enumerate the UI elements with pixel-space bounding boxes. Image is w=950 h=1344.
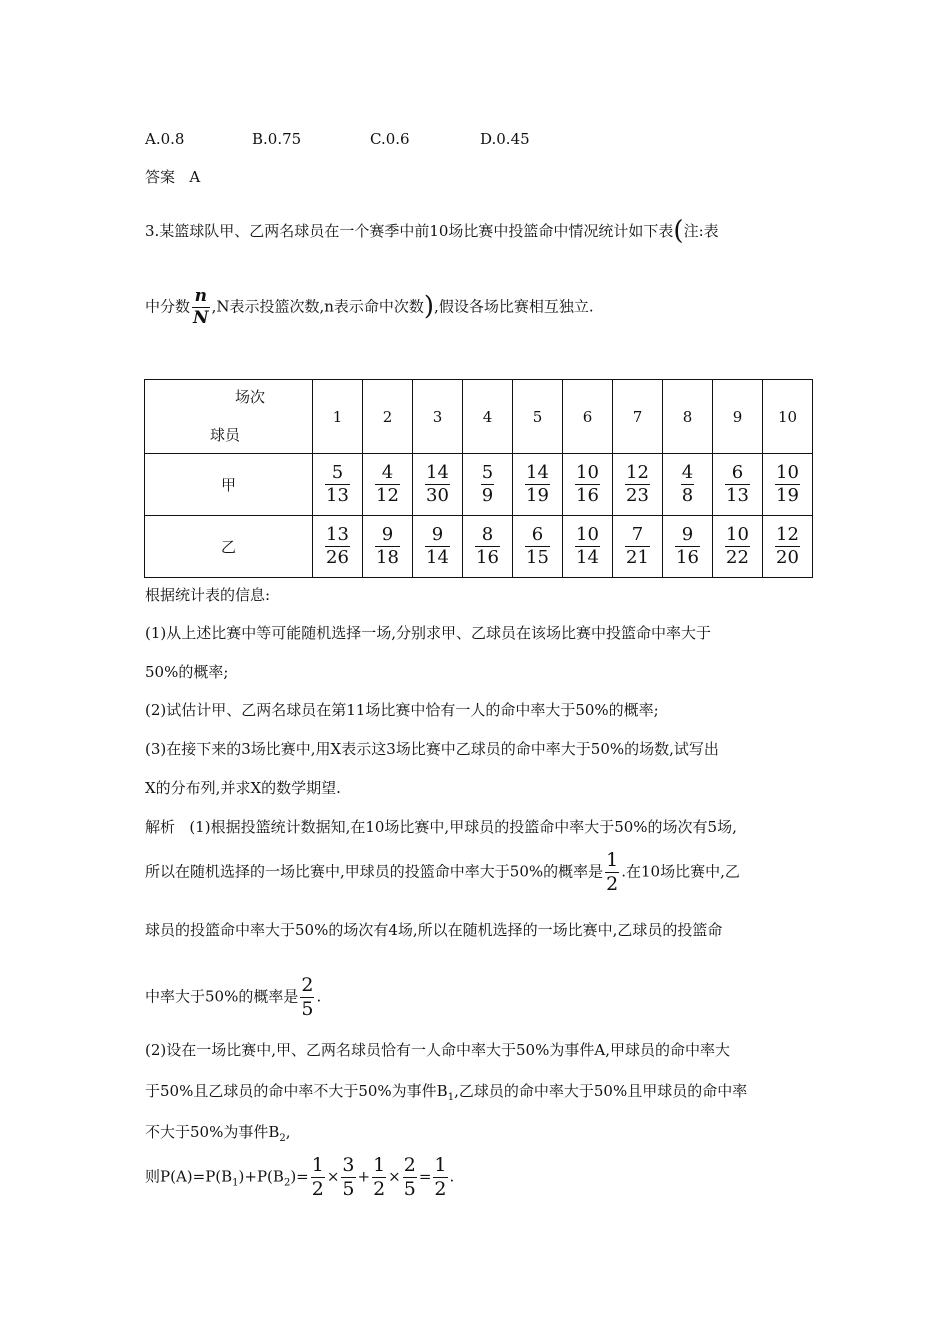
subscript: 2 bbox=[283, 1177, 291, 1189]
shot-fraction: $\frac{14}{19}$ bbox=[526, 462, 549, 506]
game-number: 10 bbox=[763, 380, 813, 454]
option-a: A.0.8 bbox=[145, 130, 185, 148]
game-number: 3 bbox=[413, 380, 463, 454]
option-d: D.0.45 bbox=[480, 130, 530, 148]
shot-fraction-cell bbox=[763, 454, 813, 516]
game-number: 4 bbox=[463, 380, 513, 454]
shot-fraction-cell bbox=[513, 454, 563, 516]
shot-fraction: $\frac{8}{16}$ bbox=[476, 524, 499, 568]
shot-fraction-cell bbox=[563, 516, 613, 578]
equation-fraction: $\frac{1}{2}$ bbox=[434, 1154, 447, 1200]
questions-lead: 根据统计表的信息: bbox=[145, 586, 271, 604]
answer-value: A bbox=[189, 168, 201, 186]
solution-text: 不大于50%为事件B bbox=[145, 1123, 280, 1141]
shot-fraction: $\frac{6}{13}$ bbox=[726, 462, 749, 506]
question-2: (2)试估计甲、乙两名球员在第11场比赛中恰有一人的命中率大于50%的概率; bbox=[145, 701, 659, 719]
equation-text: 则P(A)=P(B bbox=[145, 1167, 233, 1186]
shot-fraction: $\frac{5}{9}$ bbox=[481, 462, 494, 506]
shot-fraction: $\frac{4}{12}$ bbox=[376, 462, 399, 506]
equation-fraction: $\frac{1}{2}$ bbox=[311, 1154, 324, 1200]
option-b: B.0.75 bbox=[252, 130, 302, 148]
shot-fraction: $\frac{9}{18}$ bbox=[376, 524, 399, 568]
n-over-N-fraction: $\frac{n}{N}$ bbox=[193, 286, 209, 328]
subscript: 1 bbox=[447, 1092, 455, 1103]
solution-text: .在10场比赛中,乙 bbox=[621, 862, 740, 881]
solution-line1 bbox=[145, 816, 737, 837]
header-games-label: 场次 bbox=[235, 388, 266, 406]
shooting-stats-table bbox=[144, 379, 813, 578]
probability-equation bbox=[145, 1156, 454, 1199]
shot-fraction-cell bbox=[513, 516, 563, 578]
shot-fraction: $\frac{12}{23}$ bbox=[626, 462, 649, 506]
fraction-lead-text: 中分数 bbox=[145, 297, 191, 316]
equals-sign: = bbox=[418, 1167, 432, 1186]
shot-fraction-cell bbox=[663, 516, 713, 578]
solution-label: 解析 bbox=[145, 818, 176, 836]
shot-fraction: $\frac{10}{22}$ bbox=[726, 524, 749, 568]
shot-fraction-cell bbox=[613, 516, 663, 578]
solution-text: , bbox=[285, 1123, 291, 1141]
solution-part2-line1: (2)设在一场比赛中,甲、乙两名球员恰有一人命中率大于50%为事件A,甲球员的命中率大 bbox=[145, 1041, 730, 1059]
times-sign: × bbox=[388, 1167, 401, 1186]
equation-text: )= bbox=[290, 1167, 309, 1186]
close-paren: ) bbox=[423, 291, 435, 322]
shot-fraction-cell bbox=[413, 516, 463, 578]
probability-half-fraction: $\frac{1}{2}$ bbox=[606, 849, 619, 895]
option-c: C.0.6 bbox=[370, 130, 410, 148]
solution-part2-line2 bbox=[145, 1080, 747, 1103]
subscript: 1 bbox=[232, 1177, 239, 1189]
shot-fraction-cell bbox=[413, 454, 463, 516]
shot-fraction: $\frac{9}{14}$ bbox=[426, 524, 449, 568]
shot-fraction: $\frac{6}{15}$ bbox=[526, 524, 549, 568]
game-number: 2 bbox=[363, 380, 413, 454]
note-text: 注:表 bbox=[683, 222, 719, 240]
game-number: 7 bbox=[613, 380, 663, 454]
shot-fraction-cell bbox=[463, 516, 513, 578]
game-number: 6 bbox=[563, 380, 613, 454]
shot-fraction-cell bbox=[563, 454, 613, 516]
open-paren: ( bbox=[673, 216, 684, 246]
shot-fraction: $\frac{10}{19}$ bbox=[776, 462, 799, 506]
game-number: 8 bbox=[663, 380, 713, 454]
times-sign: × bbox=[326, 1167, 340, 1186]
question-3-line1: (3)在接下来的3场比赛中,用X表示这3场比赛中乙球员的命中率大于50%的场数,试写出 bbox=[145, 740, 719, 758]
shot-fraction: $\frac{13}{26}$ bbox=[326, 524, 349, 568]
equation-fraction: $\frac{2}{5}$ bbox=[403, 1154, 416, 1200]
shot-fraction-cell bbox=[313, 454, 363, 516]
player-name: 乙 bbox=[145, 516, 313, 578]
problem-intro-line2 bbox=[145, 288, 594, 327]
question-1-line2: 50%的概率; bbox=[145, 663, 229, 681]
shot-fraction-cell bbox=[713, 516, 763, 578]
equation-fraction: $\frac{1}{2}$ bbox=[373, 1154, 386, 1200]
problem-intro-text: 3.某篮球队甲、乙两名球员在一个赛季中前10场比赛中投篮命中情况统计如下表 bbox=[145, 222, 674, 240]
shot-fraction-cell bbox=[763, 516, 813, 578]
solution-text: ,乙球员的命中率大于50%且甲球员的命中率 bbox=[454, 1082, 748, 1100]
question-1-line1: (1)从上述比赛中等可能随机选择一场,分别求甲、乙球员在该场比赛中投篮命中率大于 bbox=[145, 624, 712, 642]
shot-fraction-cell bbox=[313, 516, 363, 578]
shot-fraction-cell bbox=[663, 454, 713, 516]
game-number: 1 bbox=[313, 380, 363, 454]
answer-label: 答案 bbox=[145, 168, 176, 186]
game-number: 5 bbox=[513, 380, 563, 454]
table-row-yi bbox=[145, 516, 813, 578]
table-header-row bbox=[145, 380, 813, 454]
table-corner-header bbox=[145, 380, 313, 454]
player-name: 甲 bbox=[145, 454, 313, 516]
solution-text: 于50%且乙球员的命中率不大于50%为事件B bbox=[145, 1082, 448, 1100]
shot-fraction-cell bbox=[363, 454, 413, 516]
solution-text: . bbox=[316, 987, 322, 1006]
solution-text: 中率大于50%的概率是 bbox=[145, 987, 299, 1006]
shot-fraction-cell bbox=[463, 454, 513, 516]
question-3-line2: X的分布列,并求X的数学期望. bbox=[145, 779, 341, 797]
answer-line bbox=[145, 166, 200, 187]
shot-fraction: $\frac{10}{14}$ bbox=[576, 524, 599, 568]
independence-text: ,假设各场比赛相互独立. bbox=[434, 297, 594, 316]
shot-fraction: $\frac{5}{13}$ bbox=[326, 462, 349, 506]
shot-fraction-cell bbox=[713, 454, 763, 516]
equation-text: . bbox=[449, 1167, 455, 1186]
header-players-label: 球员 bbox=[210, 426, 241, 444]
shot-fraction: $\frac{4}{8}$ bbox=[681, 462, 694, 506]
shot-fraction: $\frac{14}{30}$ bbox=[426, 462, 449, 506]
problem-intro-line1 bbox=[145, 216, 719, 246]
equation-text: )+P(B bbox=[238, 1167, 284, 1186]
solution-text: (1)根据投篮统计数据知,在10场比赛中,甲球员的投篮命中率大于50%的场次有5场, bbox=[189, 818, 737, 836]
table-row-jia bbox=[145, 454, 813, 516]
shot-fraction: $\frac{12}{20}$ bbox=[776, 524, 799, 568]
subscript: 2 bbox=[279, 1133, 286, 1144]
shot-fraction-cell bbox=[363, 516, 413, 578]
shot-fraction-cell bbox=[613, 454, 663, 516]
game-number: 9 bbox=[713, 380, 763, 454]
solution-line2 bbox=[145, 851, 740, 894]
shot-fraction: $\frac{9}{16}$ bbox=[676, 524, 699, 568]
solution-part2-line3 bbox=[145, 1121, 291, 1144]
equation-fraction: $\frac{3}{5}$ bbox=[342, 1154, 355, 1200]
solution-text: 所以在随机选择的一场比赛中,甲球员的投篮命中率大于50%的概率是 bbox=[145, 862, 604, 881]
solution-line3: 球员的投篮命中率大于50%的场次有4场,所以在随机选择的一场比赛中,乙球员的投篮命 bbox=[145, 921, 723, 939]
fraction-explain-text: ,N表示投篮次数,n表示命中次数 bbox=[211, 297, 424, 316]
plus-sign: + bbox=[357, 1167, 371, 1186]
probability-two-fifths-fraction: $\frac{2}{5}$ bbox=[301, 974, 314, 1020]
solution-line4 bbox=[145, 976, 321, 1019]
shot-fraction: $\frac{10}{16}$ bbox=[576, 462, 599, 506]
shot-fraction: $\frac{7}{21}$ bbox=[626, 524, 649, 568]
